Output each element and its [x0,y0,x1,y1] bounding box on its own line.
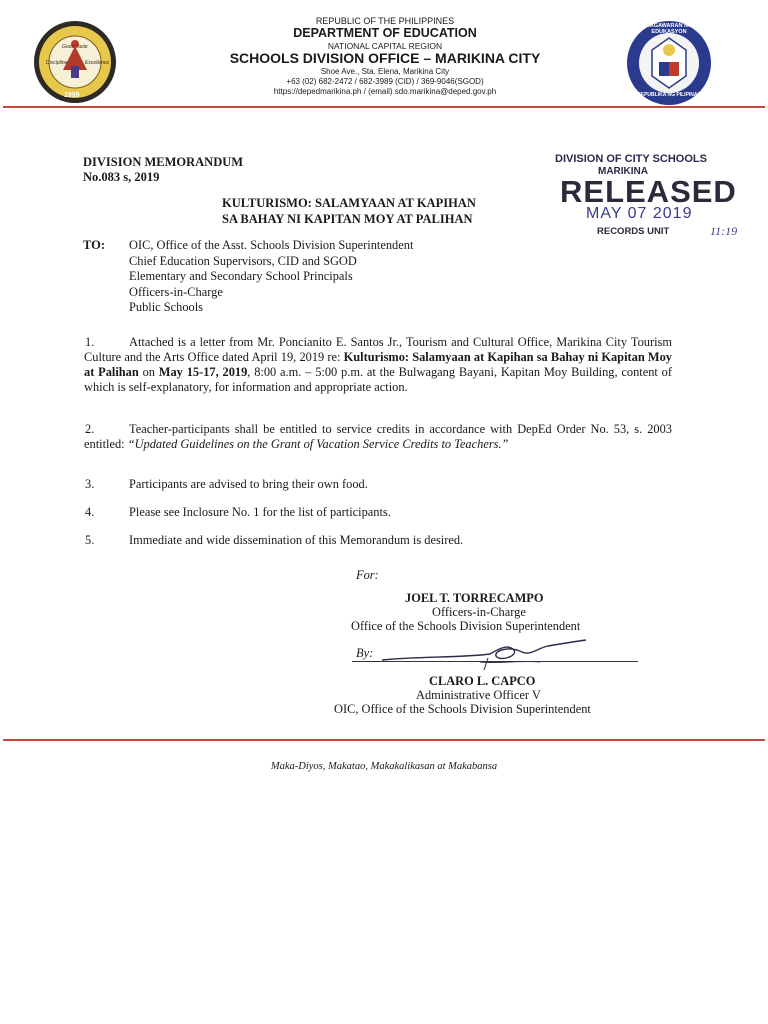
division-seal-motto-top: Good Taste [62,44,88,50]
paragraph-2-order-title: “Updated Guidelines on the Grant of Vacation Service Credits to Teachers.” [127,437,509,451]
footer-rule [3,739,765,741]
stamp-released-word: RELEASED [560,174,737,209]
paragraph-1-event: Kulturismo: Salamyaan at Kapihan sa Bahay ni Kapitan Moy at Palihan [84,350,672,379]
paragraph-5: Immediate and wide dissemination of this Memorandum is desired. [129,533,464,547]
division-seal-year: 1999 [64,92,80,99]
division-seal-motto-left: Discipline [46,60,68,66]
stamp-records-unit: RECORDS UNIT [597,226,670,237]
to-recipient: Officers-in-Charge [129,284,223,299]
deped-seal-ring-text: KAGAWARAN NG EDUKASYON [645,23,693,35]
header-department: DEPARTMENT OF EDUCATION [293,26,477,40]
paragraph-1-number: 1. [85,335,95,349]
paragraph-3-number: 3. [85,477,95,491]
to-recipient: Elementary and Secondary School Principals [129,269,353,283]
to-label: TO: [83,238,105,252]
stamp-office-line-1: DIVISION OF CITY SCHOOLS [555,153,707,165]
stamp-handwritten-time: 11:19 [710,224,738,238]
stamp-date: MAY 07 2019 [586,205,693,222]
handwritten-signature [380,638,590,672]
signatory-2-name: CLARO L. CAPCO [429,674,536,688]
paragraph-1-text-a: Attached is a letter from Mr. Poncianito E. Santos Jr., Tourism and Cultural Office, Marikina City Tourism Culture and the Arts Office dated April 19, 2019 re: [84,335,672,364]
paragraph-1 [84,335,672,395]
paragraph-1-text-c: on [138,365,159,379]
header-rule [3,106,765,108]
header-address: Shoe Ave., Sta. Elena, Marikina City [320,67,450,76]
footer-motto: Maka-Diyos, Makatao, Makakalikasan at Makabansa [270,761,498,772]
signatory-2-office: OIC, Office of the Schools Division Superintendent [334,702,591,716]
paragraph-2 [84,422,672,452]
paragraph-1-dates: May 15-17, 2019 [158,365,248,379]
signatory-1-office: Office of the Schools Division Superintendent [351,619,581,633]
to-recipient: Public Schools [129,300,204,314]
paragraph-4-number: 4. [85,505,95,519]
header-phones: +63 (02) 682-2472 / 682-3989 (CID) / 369-9046(SGOD) [286,77,484,86]
division-seal-motto-right: Excellence [85,60,110,66]
signatory-1-name: JOEL T. TORRECAMPO [405,591,544,605]
signatory-2-title: Administrative Officer V [416,688,541,702]
memo-title-line-2: SA BAHAY NI KAPITAN MOY AT PALIHAN [222,212,473,226]
header-web: https://depedmarikina.ph / (email) sdo.marikina@deped.gov.ph [273,87,497,96]
header-region: NATIONAL CAPITAL REGION [327,41,443,51]
deped-seal-bottom-text: REPUBLIKA NG PILIPINAS [637,92,701,98]
header-division: SCHOOLS DIVISION OFFICE – MARIKINA CITY [229,50,541,66]
paragraph-2-number: 2. [85,422,95,436]
memo-type: DIVISION MEMORANDUM [83,155,244,169]
signatory-1-title: Officers-in-Charge [432,605,526,619]
stamp-office-line-2: MARIKINA [598,166,648,177]
paragraph-2-text-a: Teacher-participants shall be entitled to service credits in accordance with DepEd Order No. 53, s. 2003 entitled: [84,422,672,451]
header-republic: REPUBLIC OF THE PHILIPPINES [315,16,455,26]
to-recipient: Chief Education Supervisors, CID and SGOD [129,253,357,268]
paragraph-3: Participants are advised to bring their own food. [129,477,368,491]
for-label: For: [356,568,379,582]
by-label: By: [356,646,374,660]
memo-number: No.083 s, 2019 [83,170,160,184]
paragraph-1-text-e: , 8:00 a.m. – 5:00 p.m. at the Bulwagang Bayani, Kapitan Moy Building, content of which is self-explanatory, for information and appropriate action. [84,365,672,394]
paragraph-5-number: 5. [85,533,95,547]
to-recipient: OIC, Office of the Asst. Schools Division Superintendent [129,238,414,252]
to-recipients [129,238,529,316]
memo-title-line-1: KULTURISMO: SALAMYAAN AT KAPIHAN [222,196,476,210]
paragraph-4: Please see Inclosure No. 1 for the list of participants. [129,505,391,519]
